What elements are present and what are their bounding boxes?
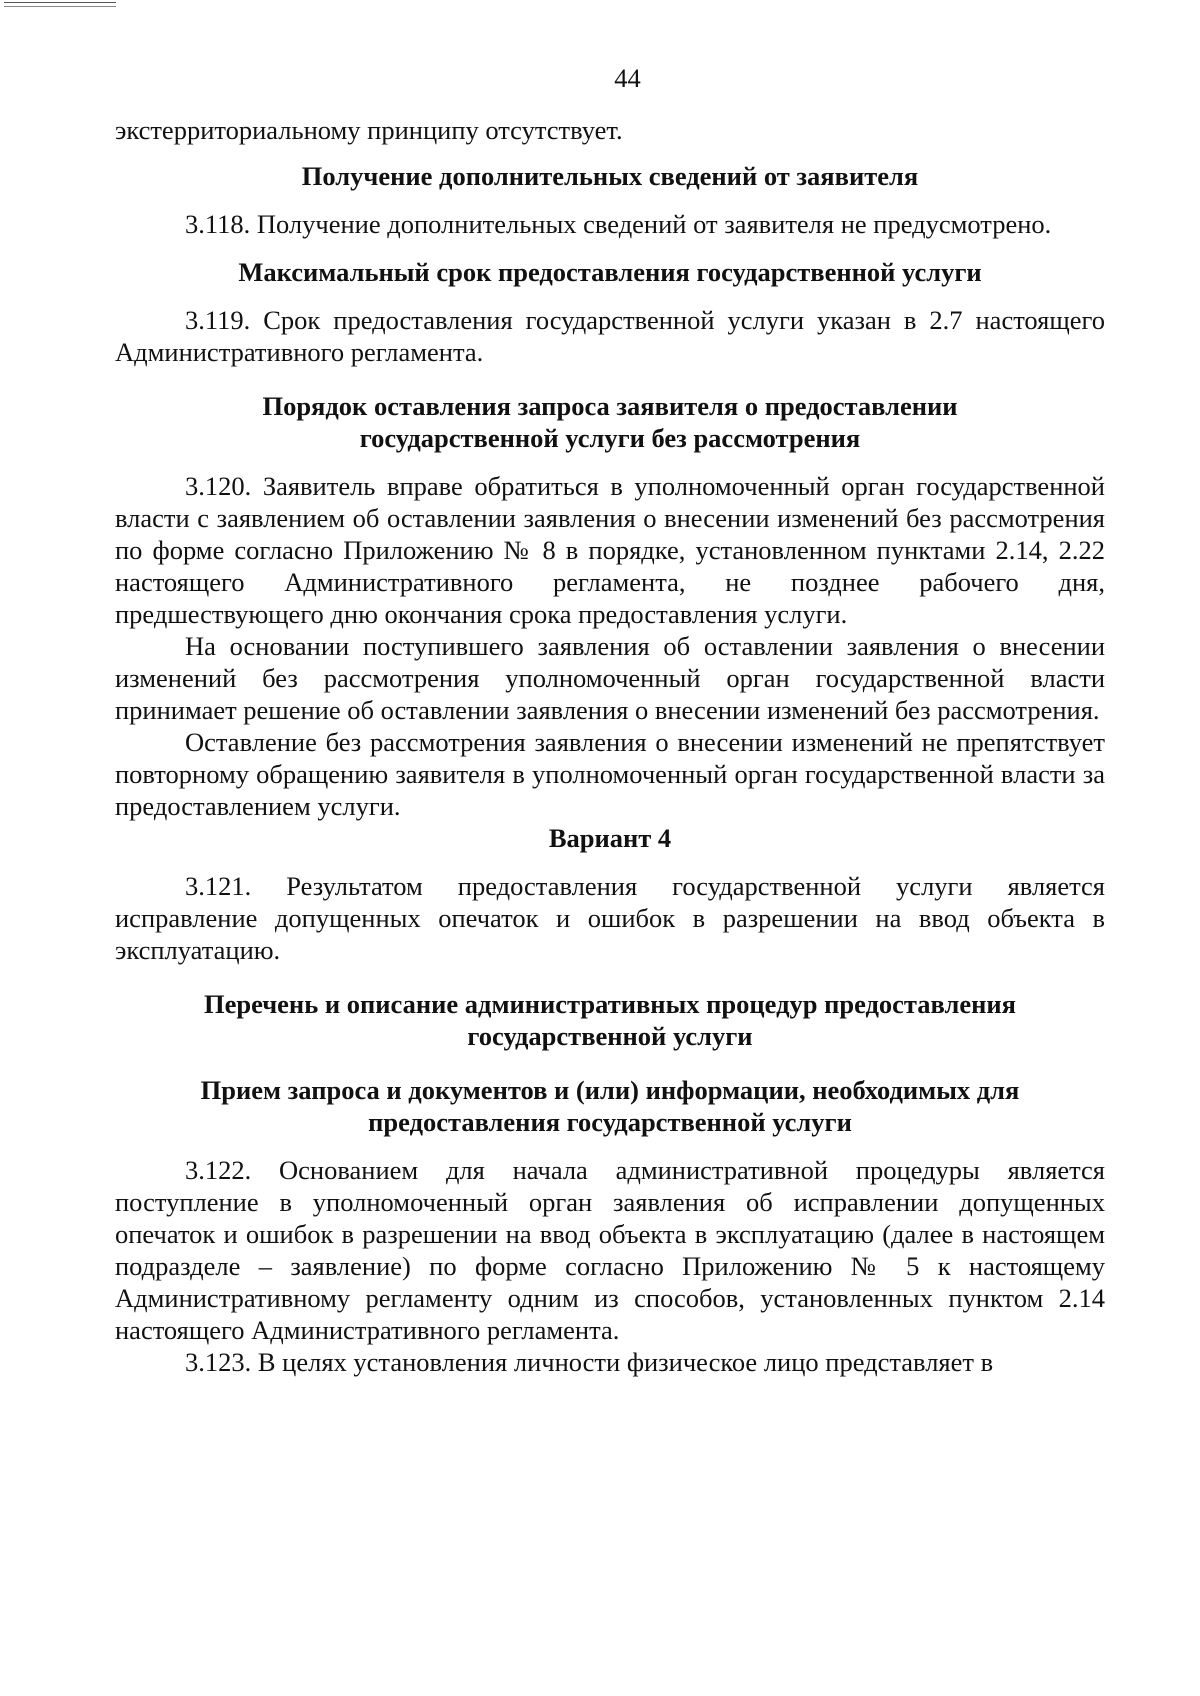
heading-procedures-line1: Перечень и описание административных процедур предоставления — [204, 989, 1016, 1019]
paragraph-3-120: 3.120. Заявитель вправе обратиться в уполномоченный орган государственной власти с заявлением об оставлении заявления о внесении изменений без рассмотрения по форме согласно Приложению № 8 в порядке, установленном пунктами 2.14, 2.22 настоящего Административного регламента, не позднее рабочего дня, предшествующего дню окончания срока предоставления услуги. — [115, 471, 1105, 629]
page-number: 44 — [614, 63, 641, 93]
heading-additional-info: Получение дополнительных сведений от заявителя — [301, 161, 919, 191]
heading-max-term: Максимальный срок предоставления государственной услуги — [238, 257, 982, 287]
heading-intake-line1: Прием запроса и документов и (или) информации, необходимых для — [200, 1075, 1020, 1105]
heading-variant-4: Вариант 4 — [548, 823, 672, 853]
paragraph-3-123: 3.123. В целях установления личности физическое лицо представляет в — [185, 1347, 994, 1377]
heading-procedures-line2: государственной услуги — [467, 1021, 753, 1051]
paragraph-continuation: экстерриториальному принципу отсутствует. — [115, 115, 623, 145]
paragraph-3-120-decision: На основании поступившего заявления об оставлении заявления о внесении изменений без рассмотрения уполномоченный орган государственной власти принимает решение об оставлении заявления о внесении изменений без рассмотрения. — [115, 631, 1105, 725]
document-page — [115, 62, 1105, 1378]
paragraph-3-120-repeat: Оставление без рассмотрения заявления о внесении изменений не препятствует повторному обращению заявителя в уполномоченный орган государственной власти за предоставлением услуги. — [115, 727, 1105, 821]
paragraph-3-122: 3.122. Основанием для начала административной процедуры является поступление в уполномоченный орган заявления об исправлении допущенных опечаток и ошибок в разрешении на ввод объекта в эксплуатацию (далее в настоящем подразделе – заявление) по форме согласно Приложению № 5 к настоящему Административному регламенту одним из способов, установленных пунктом 2.14 настоящего Административного регламента. — [115, 1155, 1105, 1345]
heading-intake-line2: предоставления государственной услуги — [368, 1107, 852, 1137]
scan-edge-mark — [4, 2, 116, 7]
paragraph-3-121: 3.121. Результатом предоставления государственной услуги является исправление допущенных опечаток и ошибок в разрешении на ввод объекта в эксплуатацию. — [115, 871, 1105, 965]
paragraph-3-119: 3.119. Срок предоставления государственной услуги указан в 2.7 настоящего Административного регламента. — [115, 305, 1105, 367]
paragraph-3-118: 3.118. Получение дополнительных сведений от заявителя не предусмотрено. — [185, 209, 1052, 239]
heading-leave-request-line1: Порядок оставления запроса заявителя о предоставлении — [262, 391, 958, 421]
heading-leave-request-line2: государственной услуги без рассмотрения — [359, 423, 861, 453]
